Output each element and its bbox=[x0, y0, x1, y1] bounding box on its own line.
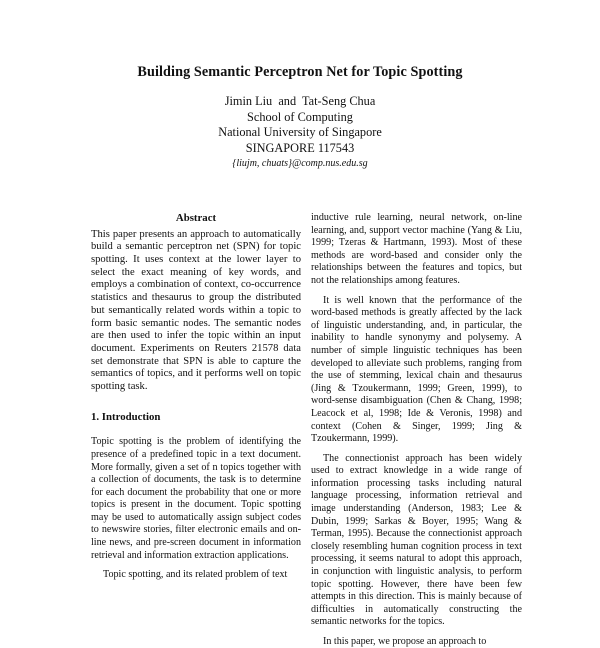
author-email: {liujm, chuats}@comp.nus.edu.sg bbox=[232, 158, 368, 169]
paper-title: Building Semantic Perceptron Net for Topic Spotting bbox=[137, 64, 463, 80]
intro-paragraph-1: Topic spotting is the problem of identifying the presence of a predefined topic in a text document. More formally, given a set of n topics together with a collection of documents, the task is to determine for each document the probability that one or more topics is present in the document. Topic spotting may be used to automatically assign subject codes to newswire stories, filter electronic emails and on-line news, and pre-screen document in information retrieval and information extraction applications. bbox=[91, 436, 301, 561]
right-paragraph-3: The connectionist approach has been widely used to extract knowledge in a wide range of information processing tasks including natural language processing, information retrieval and image understanding (Anderson, 1983; Lee & Dubin, 1999; Sarkas & Boyer, 1995; Wang & Terman, 1995). Because the connectionist approach closely resembling human cognition process in text processing, it seems natural to adopt this approach, in conjunction with linguistic analysis, to perform topic spotting. However, there have been few attempts in this direction. This is mainly because of difficulties in automatically constructing the semantic networks for the topics. bbox=[311, 452, 522, 628]
section-heading-introduction: 1. Introduction bbox=[91, 410, 161, 423]
abstract-heading: Abstract bbox=[175, 212, 217, 224]
right-paragraph-2: It is well known that the performance of the word-based methods is greatly affected by the lack of linguistic understanding, and, in particular, the inability to handle synonymy and polysemy. A number of simple linguistic techniques has been developed to alleviate such problems, ranging from the use of stemming, lexical chain and thesaurus (Jing & Tzoukermann, 1999; Green, 1999), to word-sense disambiguation (Chen & Chang, 1998; Leacock et al, 1998; Ide & Veronis, 1998) and context (Cohen & Singer, 1999; Jing & Tzoukermann, 1999). bbox=[311, 294, 522, 445]
right-column bbox=[311, 212, 522, 648]
intro-paragraph-2: Topic spotting, and its related problem of text bbox=[103, 569, 288, 581]
affiliation-line: School of Computing bbox=[247, 109, 353, 124]
affiliation-line: SINGAPORE 117543 bbox=[245, 140, 355, 155]
right-paragraph-4: In this paper, we propose an approach to bbox=[323, 636, 487, 647]
right-paragraph-1: inductive rule learning, neural network, on-line learning, and, support vector machine (Yang & Liu, 1999; Tzeras & Hartmann, 1993). Most of these methods are word-based and consider only the relationships between the features and topics, but not the relationships among features. bbox=[311, 212, 522, 286]
abstract-text: This paper presents an approach to automatically build a semantic perceptron net (SPN) for topic spotting. It uses context at the lower layer to select the exact meaning of key words, and employs a combination of context, co-occurrence statistics and thesaurus to group the distributed but semantically related words within a topic to form basic semantic nodes. The semantic nodes are then used to infer the topic within an input document. Experiments on Reuters 21578 data set demonstrate that SPN is able to capture the semantics of topics, and it performs well on topic spotting task. bbox=[91, 228, 301, 393]
author-names: Jimin Liu and Tat-Seng Chua bbox=[224, 94, 376, 108]
affiliation-line: National University of Singapore bbox=[218, 125, 382, 139]
left-column bbox=[91, 212, 301, 581]
author-block bbox=[0, 94, 600, 172]
